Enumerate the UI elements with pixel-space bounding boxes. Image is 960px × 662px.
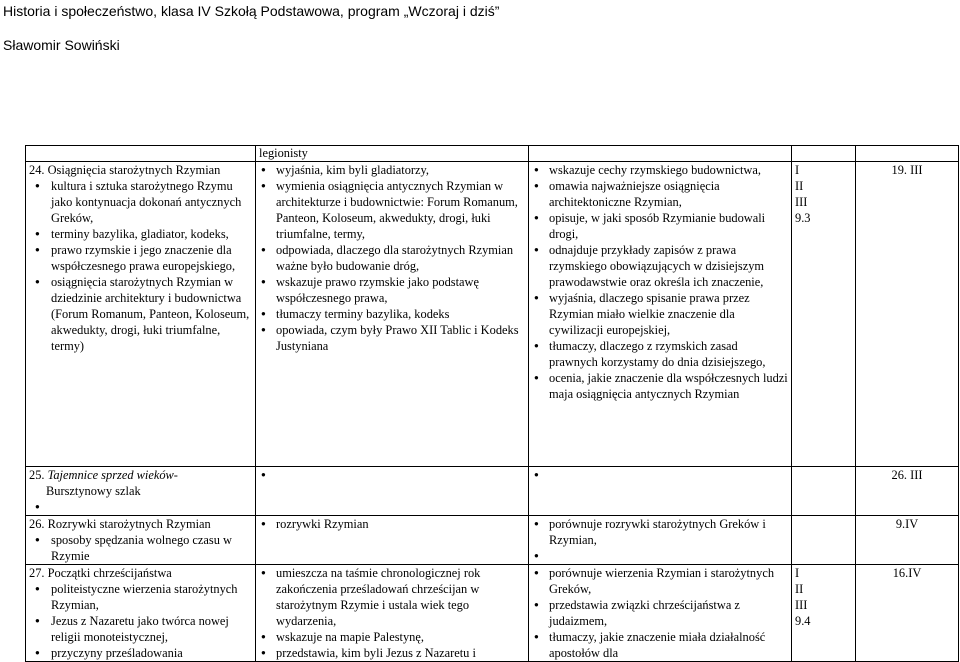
document-title: Historia i społeczeństwo, klasa IV Szkołą Podstawowa, program „Wczoraj i dziś” (3, 3, 500, 19)
basic-requirements-cell (256, 565, 529, 662)
list-item: ● terminy bazylika, gladiator, kodeks, (29, 226, 252, 242)
list-item: ● prawo rzymskie i jego znaczenie dla współczesnego prawa europejskiego, (29, 242, 252, 274)
list-item: ● wyjaśnia, dlaczego spisanie prawa przez Rzymian miało wielkie znaczenie dla cywilizacji europejskiej, (532, 290, 788, 338)
list-item: ● odnajduje przykłady zapisów z prawa rzymskiego obowiązujących w dzisiejszym prawodawstwie oraz określa ich znaczenie, (532, 242, 788, 290)
lesson-title: Początki chrześcijaństwa (47, 566, 172, 580)
list-item: ● omawia najważniejsze osiągnięcia architektoniczne Rzymian, (532, 178, 788, 210)
curriculum-code: I (795, 163, 800, 177)
curriculum-code: II (795, 179, 804, 193)
list-item: ● przedstawia związki chrześcijaństwa z judaizmem, (532, 597, 788, 629)
topic-list (29, 178, 252, 354)
curriculum-code: III (795, 598, 808, 612)
lesson-topic-cell (26, 516, 256, 565)
list-item: ● politeistyczne wierzenia starożytnych Rzymian, (29, 581, 252, 613)
extended-requirements-cell (529, 565, 792, 662)
list-item: ● sposoby spędzania wolnego czasu w Rzymie (29, 532, 252, 564)
list-item: ● porównuje wierzenia Rzymian i starożytnych Greków, (532, 565, 788, 597)
curriculum-table (25, 145, 959, 662)
topic-list (29, 499, 252, 515)
lesson-topic-cell (26, 565, 256, 662)
curriculum-code: 9.4 (795, 614, 811, 628)
list-item: ● wskazuje cechy rzymskiego budownictwa, (532, 162, 788, 178)
list-item: ● Jezus z Nazaretu jako twórca nowej religii monoteistycznej, (29, 613, 252, 645)
list-item: ● ocenia, jakie znaczenie dla współczesnych ludzi maja osiągnięcia antycznych Rzymian (532, 370, 788, 402)
list-item: ● tłumaczy, jakie znaczenie miała działalność apostołów dla (532, 629, 788, 661)
table-row (26, 162, 959, 467)
list-item: ● wymienia osiągnięcia antycznych Rzymian w architekturze i budownictwie: Forum Romanum, Panteon, Koloseum, akwedukty, drogi, łuki triumfalne, termy, (259, 178, 525, 242)
extended-requirements-cell (529, 162, 792, 467)
lesson-date: 16.IV (856, 565, 959, 662)
curriculum-code: III (795, 195, 808, 209)
list-item: ● przedstawia, kim byli Jezus z Nazaretu i (259, 645, 525, 661)
basic-requirements-cell (256, 162, 529, 467)
lesson-date: 9.IV (856, 516, 959, 565)
table-row (26, 565, 959, 662)
topic-list (29, 532, 252, 564)
extended-requirements-cell (529, 467, 792, 516)
list-item: ● wskazuje na mapie Palestynę, (259, 629, 525, 645)
curriculum-codes-cell (792, 565, 856, 662)
requirement-list (532, 162, 788, 402)
lesson-topic-cell (26, 467, 256, 516)
basic-requirements-cell (256, 467, 529, 516)
curriculum-code: I (795, 566, 800, 580)
list-item: ● rozrywki Rzymian (259, 516, 525, 532)
document-author: Sławomir Sowiński (3, 37, 120, 53)
list-item: ● porównuje rozrywki starożytnych Greków i Rzymian, (532, 516, 788, 548)
list-item: ● wyjaśnia, kim byli gladiatorzy, (259, 162, 525, 178)
table-row (26, 516, 959, 565)
list-item (532, 467, 788, 483)
requirement-list (259, 162, 525, 354)
list-item (29, 499, 252, 515)
list-item: ● wskazuje prawo rzymskie jako podstawę współczesnego prawa, (259, 274, 525, 306)
list-item: ● umieszcza na taśmie chronologicznej rok zakończenia prześladowań chrześcijan w starożytnym Rzymie i ustala wiek tego wydarzenia, (259, 565, 525, 629)
list-item: ● tłumaczy, dlaczego z rzymskich zasad prawnych korzystamy do dnia dzisiejszego, (532, 338, 788, 370)
continued-text: legionisty (256, 146, 529, 162)
lesson-topic-cell (26, 162, 256, 467)
list-item: ● opowiada, czym były Prawo XII Tablic i Kodeks Justyniana (259, 322, 525, 354)
curriculum-code: II (795, 582, 804, 596)
list-item: ● odpowiada, dlaczego dla starożytnych Rzymian ważne było budowanie dróg, (259, 242, 525, 274)
list-item: ● opisuje, w jaki sposób Rzymianie budowali drogi, (532, 210, 788, 242)
list-item: ● osiągnięcia starożytnych Rzymian w dziedzinie architektury i budownictwa (Forum Romanum, Panteon, Koloseum, akwedukty, drogi, łuki triumfalne, termy) (29, 274, 252, 354)
lesson-date: 26. III (856, 467, 959, 516)
list-item: ● przyczyny prześladowania (29, 645, 252, 661)
list-item: ● tłumaczy terminy bazylika, kodeks (259, 306, 525, 322)
lesson-date: 19. III (856, 162, 959, 467)
lesson-number: 24. (29, 163, 45, 177)
lesson-title: Osiągnięcia starożytnych Rzymian (47, 163, 221, 177)
lesson-number: 26. (29, 517, 45, 531)
lesson-title: Tajemnice sprzed wieków- (47, 468, 178, 482)
lesson-number: 27. (29, 566, 45, 580)
list-item: ● kultura i sztuka starożytnego Rzymu jako kontynuacja dokonań antycznych Greków, (29, 178, 252, 226)
table-row (26, 146, 959, 162)
topic-list (29, 581, 252, 661)
lesson-subtitle: Bursztynowy szlak (46, 484, 141, 498)
extended-requirements-cell (529, 516, 792, 565)
curriculum-codes-cell (792, 162, 856, 467)
basic-requirements-cell (256, 516, 529, 565)
list-item (532, 548, 788, 564)
curriculum-code: 9.3 (795, 211, 811, 225)
table-row (26, 467, 959, 516)
list-item (259, 467, 525, 483)
lesson-number: 25. (29, 468, 45, 482)
lesson-title: Rozrywki starożytnych Rzymian (47, 517, 211, 531)
